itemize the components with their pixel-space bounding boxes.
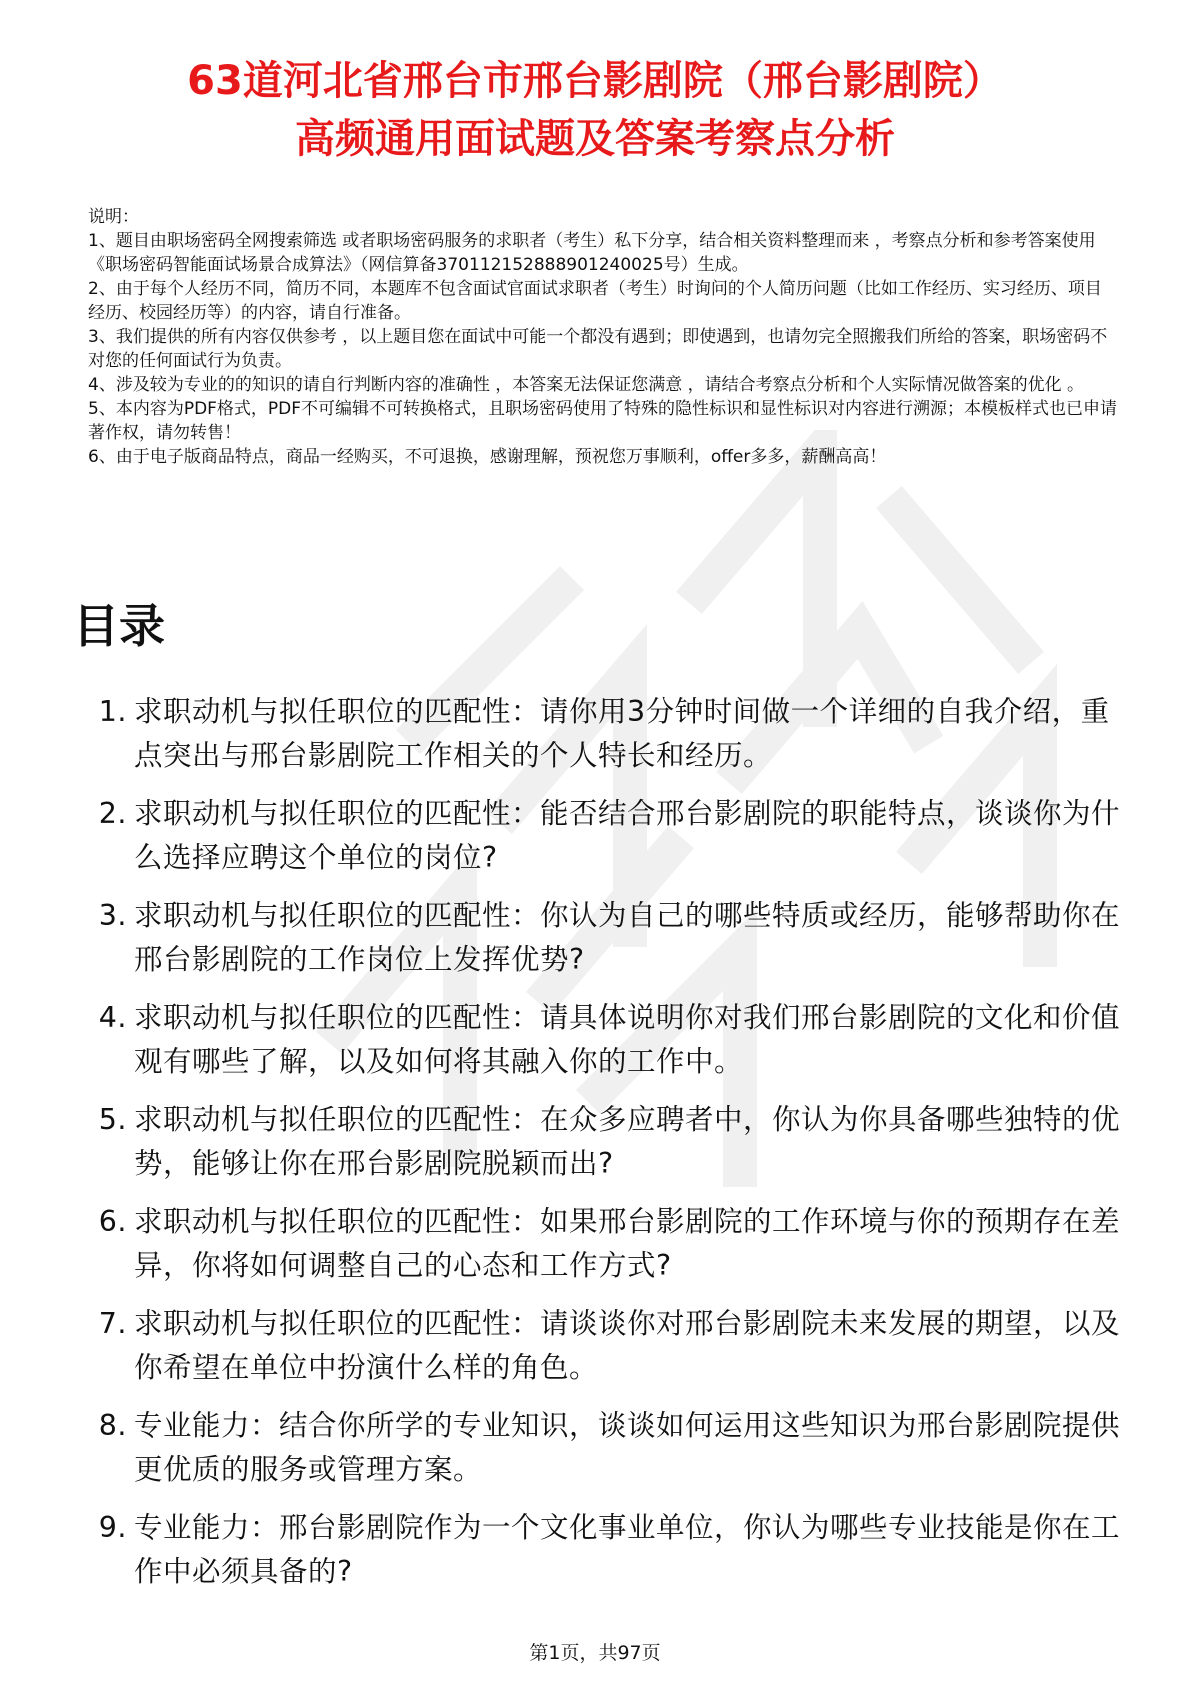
title-line-1: 63道河北省邢台市邢台影剧院（邢台影剧院） xyxy=(187,58,1003,104)
toc-item-text: 求职动机与拟任职位的匹配性：在众多应聘者中，你认为你具备哪些独特的优势，能够让你在邢台影剧院脱颖而出? xyxy=(134,1103,1121,1180)
toc-item-number: 8. xyxy=(98,1409,127,1442)
note-item: 4、涉及较为专业的的知识的请自行判断内容的准确性 ，本答案无法保证您满意 ，请结合考察点分析和个人实际情况做答案的优化 。 xyxy=(88,375,1085,395)
toc-item-text: 求职动机与拟任职位的匹配性：你认为自己的哪些特质或经历，能够帮助你在邢台影剧院的工作岗位上发挥优势? xyxy=(134,899,1121,976)
toc-item-number: 7. xyxy=(98,1307,127,1340)
page-number: 第1页，共97页 xyxy=(529,1642,661,1664)
toc-item[interactable] xyxy=(70,894,1120,982)
title-line-2: 高频通用面试题及答案考察点分析 xyxy=(295,116,895,162)
note-item: 6、由于电子版商品特点，商品一经购买，不可退换，感谢理解，预祝您万事顺利，offer多多，薪酬高高！ xyxy=(88,447,887,467)
toc-item-number: 3. xyxy=(98,899,127,932)
note-item: 3、我们提供的所有内容仅供参考 ，以上题目您在面试中可能一个都没有遇到；即使遇到，也请勿完全照搬我们所给的答案，职场密码不对您的任何面试行为负责。 xyxy=(88,327,1108,371)
toc-item-number: 9. xyxy=(98,1511,127,1544)
toc-list xyxy=(70,690,1120,1608)
toc-item-text: 求职动机与拟任职位的匹配性：请你用3分钟时间做一个详细的自我介绍，重点突出与邢台影剧院工作相关的个人特长和经历。 xyxy=(134,695,1110,772)
note-item: 2、由于每个人经历不同，简历不同，本题库不包含面试官面试求职者（考生）时询问的个人简历问题（比如工作经历、实习经历、项目经历、校园经历等）的内容，请自行准备。 xyxy=(88,279,1102,323)
toc-item[interactable] xyxy=(70,1302,1120,1390)
toc-item[interactable] xyxy=(70,1404,1120,1492)
toc-item-text: 求职动机与拟任职位的匹配性：如果邢台影剧院的工作环境与你的预期存在差异，你将如何调整自己的心态和工作方式? xyxy=(134,1205,1121,1282)
toc-item-number: 5. xyxy=(98,1103,127,1136)
toc-item-number: 1. xyxy=(98,695,127,728)
toc-item[interactable] xyxy=(70,996,1120,1084)
notes-heading: 说明： xyxy=(88,207,139,227)
toc-item-text: 专业能力：邢台影剧院作为一个文化事业单位，你认为哪些专业技能是你在工作中必须具备的? xyxy=(134,1511,1121,1588)
toc-item-text: 求职动机与拟任职位的匹配性：请具体说明你对我们邢台影剧院的文化和价值观有哪些了解，以及如何将其融入你的工作中。 xyxy=(134,1001,1121,1078)
toc-item[interactable] xyxy=(70,1506,1120,1594)
document-title xyxy=(0,52,1190,168)
note-item: 1、题目由职场密码全网搜索筛选 或者职场密码服务的求职者（考生）私下分享，结合相关资料整理而来 ，考察点分析和参考答案使用《职场密码智能面试场景合成算法》（网信算备370112152888901240025号）生成。 xyxy=(88,231,1096,275)
toc-item-text: 求职动机与拟任职位的匹配性：能否结合邢台影剧院的职能特点，谈谈你为什么选择应聘这个单位的岗位? xyxy=(134,797,1121,874)
notes-section xyxy=(88,205,1118,469)
toc-item-text: 求职动机与拟任职位的匹配性：请谈谈你对邢台影剧院未来发展的期望，以及你希望在单位中扮演什么样的角色。 xyxy=(134,1307,1121,1384)
note-item: 5、本内容为PDF格式，PDF不可编辑不可转换格式，且职场密码使用了特殊的隐性标识和显性标识对内容进行溯源；本模板样式也已申请著作权，请勿转售！ xyxy=(88,399,1118,443)
toc-item[interactable] xyxy=(70,1098,1120,1186)
toc-heading: 目录 xyxy=(73,599,165,653)
toc-item-number: 2. xyxy=(98,797,127,830)
toc-item[interactable] xyxy=(70,1200,1120,1288)
toc-item[interactable] xyxy=(70,690,1120,778)
toc-item-text: 专业能力：结合你所学的专业知识，谈谈如何运用这些知识为邢台影剧院提供更优质的服务或管理方案。 xyxy=(134,1409,1121,1486)
toc-item[interactable] xyxy=(70,792,1120,880)
toc-item-number: 4. xyxy=(98,1001,127,1034)
toc-item-number: 6. xyxy=(98,1205,127,1238)
